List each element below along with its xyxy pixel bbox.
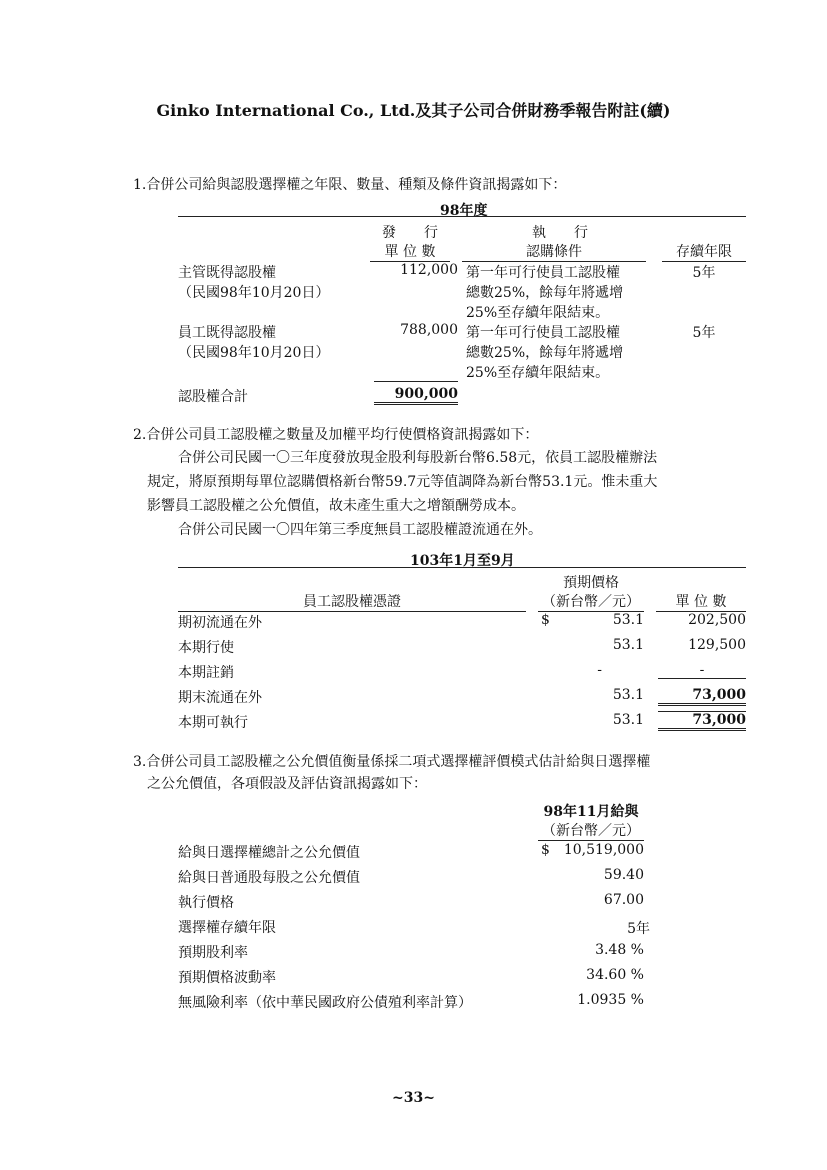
section1-row-condition: 第一年可行使員工認股權 — [466, 265, 620, 281]
section1-col-issue-top: 發 行 — [382, 225, 438, 241]
section1-row-date: （民國98年10月20日） — [178, 345, 330, 361]
section3-heading: 3.合併公司員工認股權之公允價值衡量係採二項式選擇權評價模式估計給與日選擇權 — [133, 754, 651, 770]
section3-heading: 之公允價值，各項假設及評估資訊揭露如下： — [147, 776, 427, 792]
section3-row-value: 67.00 — [603, 892, 644, 908]
section1-top-rule — [178, 216, 746, 217]
section3-row-value: 10,519,000 — [563, 842, 644, 858]
section2-col-item: 員工認股權憑證 — [178, 591, 526, 612]
section2-paragraph: 規定，將原預期每單位認購價格新台幣59.7元等值調降為新台幣53.1元。惟未重大 — [147, 474, 658, 490]
section3-row-label: 預期股利率 — [178, 945, 248, 961]
section2-row-units: 73,000 — [658, 687, 746, 706]
section1-row-name: 主管既得認股權 — [178, 265, 276, 281]
section2-paragraph: 合併公司民國一〇三年度發放現金股利每股新台幣6.58元，依員工認股權辦法 — [178, 450, 658, 466]
section2-row-units: 129,500 — [688, 637, 746, 653]
section2-paragraph: 合併公司民國一〇四年第三季度無員工認股權證流通在外。 — [178, 522, 542, 538]
section2-row-label: 期初流通在外 — [178, 615, 262, 631]
section3-col-bottom: （新台幣／元） — [538, 820, 644, 841]
section2-heading: 2.合併公司員工認股權之數量及加權平均行使價格資訊揭露如下： — [133, 427, 539, 443]
section3-row-label: 給與日選擇權總計之公允價值 — [178, 845, 360, 861]
section1-table-title: 98年度 — [440, 203, 488, 219]
section2-row-units: 202,500 — [688, 612, 746, 628]
section2-col-price-bottom: （新台幣／元） — [538, 591, 644, 612]
section3-row-value: 3.48 % — [595, 942, 644, 958]
section3-row-value: 34.60 % — [586, 967, 644, 983]
section1-row-name: 員工既得認股權 — [178, 325, 276, 341]
section2-row-label: 本期行使 — [178, 640, 234, 656]
section2-top-rule — [178, 567, 746, 568]
section1-row-date: （民國98年10月20日） — [178, 285, 330, 301]
section1-total-label: 認股權合計 — [178, 389, 248, 405]
section1-row-condition: 總數25%，餘每年將遞增 — [466, 285, 624, 301]
section1-row-units: 788,000 — [400, 322, 458, 338]
section1-col-issue-bottom: 單 位 數 — [370, 241, 450, 262]
section3-row-label: 預期價格波動率 — [178, 970, 276, 986]
section3-row-label: 無風險利率（依中華民國政府公債殖利率計算） — [178, 995, 472, 1011]
section3-row-value: 5年 — [627, 921, 650, 937]
section1-row-condition: 總數25%，餘每年將遞增 — [466, 345, 624, 361]
document-title: Ginko International Co., Ltd.及其子公司合併財務季報告附註(續) — [156, 101, 671, 120]
section1-row-term: 5年 — [692, 265, 716, 281]
section1-row-condition: 25%至存續年限結束。 — [466, 365, 610, 381]
section2-row-price: 53.1 — [612, 712, 644, 728]
section3-row-label: 給與日普通股每股之公允價值 — [178, 870, 360, 886]
section2-row-label: 本期可執行 — [178, 715, 248, 731]
page-number: ~33~ — [392, 1090, 435, 1106]
section2-row-units: - — [658, 662, 746, 679]
section2-row-price: 53.1 — [612, 687, 644, 703]
section1-row-condition: 第一年可行使員工認股權 — [466, 325, 620, 341]
section1-total-rule — [374, 381, 458, 382]
section3-row-value: 1.0935 % — [577, 992, 644, 1008]
section1-total-value: 900,000 — [374, 386, 458, 405]
section1-heading: 1.合併公司給與認股選擇權之年限、數量、種類及條件資訊揭露如下： — [133, 177, 567, 193]
section1-row-term: 5年 — [692, 325, 716, 341]
section2-row-price: 53.1 — [612, 637, 644, 653]
section2-col-price-top: 預期價格 — [563, 575, 619, 591]
section2-row-price: - — [597, 662, 602, 678]
section2-row-label: 本期註銷 — [178, 665, 234, 681]
section3-row-value: 59.40 — [603, 867, 644, 883]
section1-col-term: 存續年限 — [662, 241, 746, 262]
section1-row-units: 112,000 — [400, 262, 458, 278]
section1-col-exec-bottom: 認購條件 — [462, 241, 646, 262]
section2-table-title: 103年1月至9月 — [410, 553, 515, 569]
section1-col-exec-top: 執 行 — [532, 225, 588, 241]
section3-row-label: 執行價格 — [178, 895, 234, 911]
section2-col-units: 單 位 數 — [656, 591, 746, 612]
section2-row-label: 期末流通在外 — [178, 690, 262, 706]
section2-row-price: 53.1 — [612, 612, 644, 628]
section2-paragraph: 影響員工認股權之公允價值，故未產生重大之增額酬勞成本。 — [147, 498, 525, 514]
section1-row-condition: 25%至存續年限結束。 — [466, 305, 610, 321]
section3-currency-sign: $ — [541, 842, 550, 858]
section2-row-units: 73,000 — [658, 712, 746, 731]
section3-row-label: 選擇權存續年限 — [178, 920, 276, 936]
section2-currency-sign: $ — [541, 612, 550, 628]
section3-col-top: 98年11月給與 — [543, 804, 639, 820]
